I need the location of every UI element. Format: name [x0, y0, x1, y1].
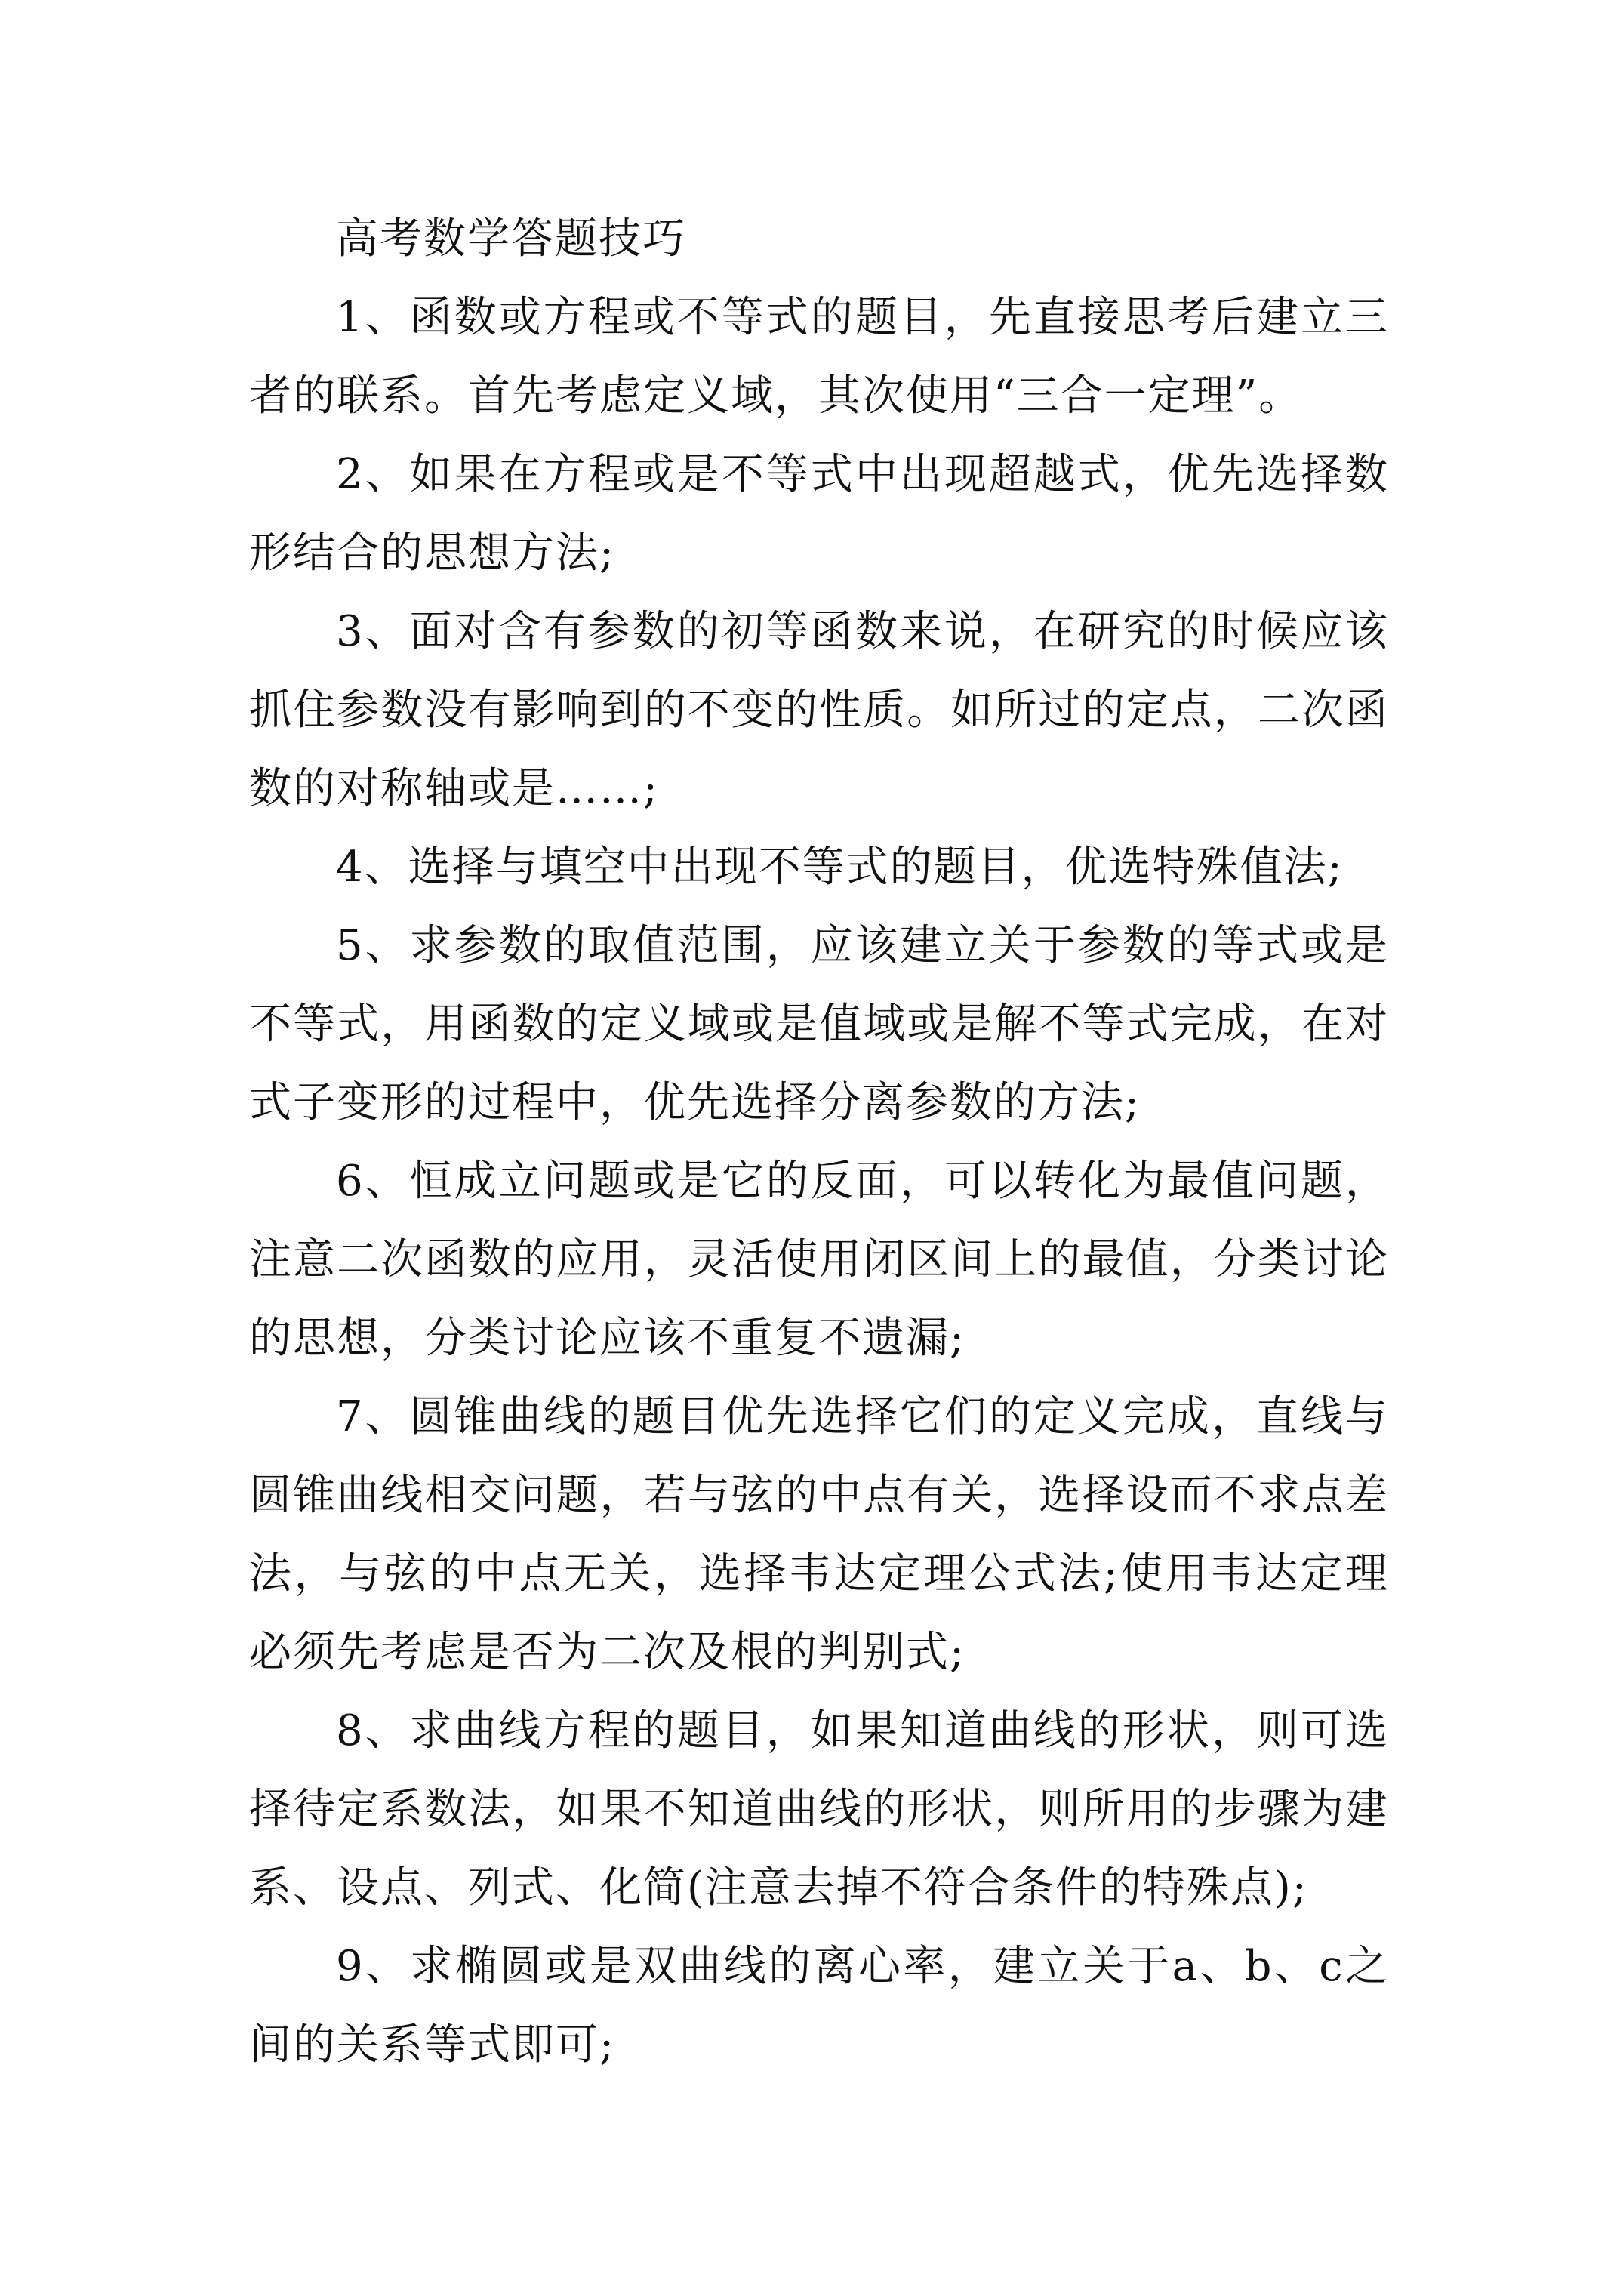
paragraph-8: 8、求曲线方程的题目，如果知道曲线的形状，则可选择待定系数法，如果不知道曲线的形状，则所用的步骤为建系、设点、列式、化简(注意去掉不符合条件的特殊点); — [249, 1706, 1389, 1912]
paragraph-7: 7、圆锥曲线的题目优先选择它们的定义完成，直线与圆锥曲线相交问题，若与弦的中点有关，选择设而不求点差法，与弦的中点无关，选择韦达定理公式法;使用韦达定理必须先考虑是否为二次及根的判别式; — [249, 1392, 1389, 1677]
document-body — [249, 200, 1389, 2085]
paragraph-2: 2、如果在方程或是不等式中出现超越式，优先选择数形结合的思想方法; — [249, 450, 1389, 578]
paragraph-6: 6、恒成立问题或是它的反面，可以转化为最值问题，注意二次函数的应用，灵活使用闭区间上的最值，分类讨论的思想，分类讨论应该不重复不遗漏; — [249, 1157, 1389, 1363]
paragraph-9: 9、求椭圆或是双曲线的离心率，建立关于a、b、c之间的关系等式即可; — [249, 1942, 1389, 2069]
document-title: 高考数学答题技巧 — [336, 214, 686, 264]
paragraph-3: 3、面对含有参数的初等函数来说，在研究的时候应该抓住参数没有影响到的不变的性质。如所过的定点，二次函数的对称轴或是……; — [249, 607, 1389, 813]
paragraph-5: 5、求参数的取值范围，应该建立关于参数的等式或是不等式，用函数的定义域或是值域或是解不等式完成，在对式子变形的过程中，优先选择分离参数的方法; — [249, 921, 1389, 1127]
paragraph-4: 4、选择与填空中出现不等式的题目，优选特殊值法; — [336, 843, 1344, 892]
paragraph-1: 1、函数或方程或不等式的题目，先直接思考后建立三者的联系。首先考虑定义域，其次使用“三合一定理”。 — [249, 293, 1389, 421]
